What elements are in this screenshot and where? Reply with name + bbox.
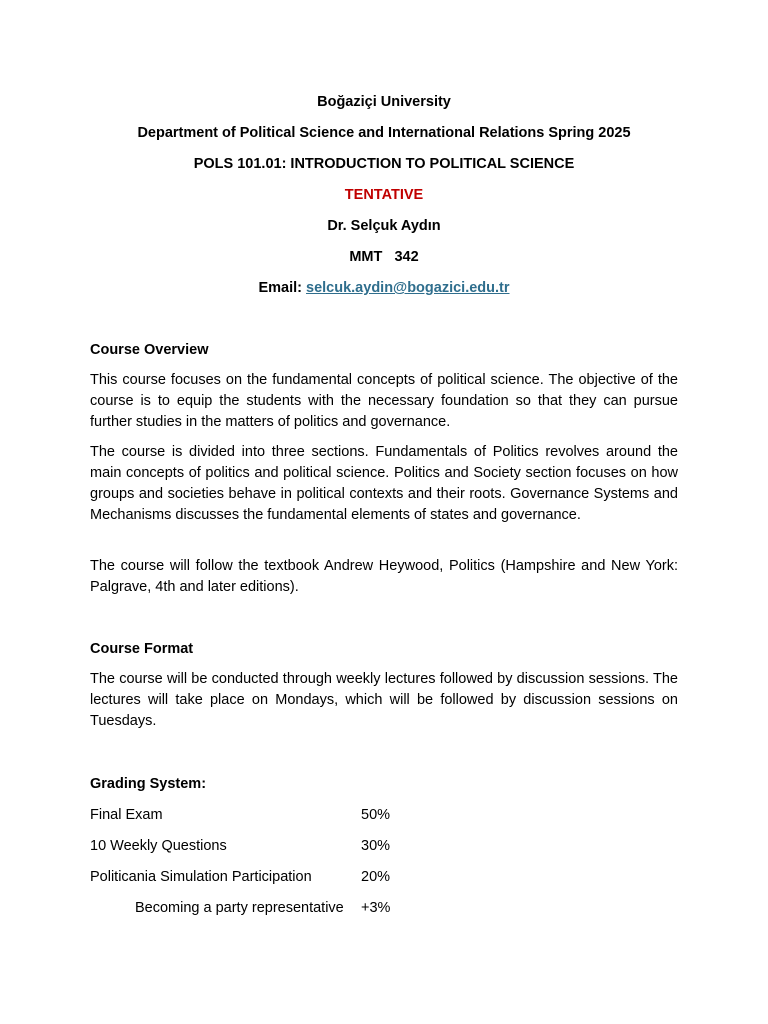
grade-item-label: Final Exam xyxy=(90,807,163,823)
grading-system-heading: Grading System: xyxy=(90,776,207,792)
grade-item-value: 30% xyxy=(361,838,391,854)
email-link[interactable]: selcuk.aydin@bogazici.edu.tr xyxy=(306,280,510,296)
overview-paragraph-3: The course will follow the textbook Andrew Heywood, Politics (Hampshire and New York: Palgrave, 4th and later editions). xyxy=(90,558,678,595)
grade-item-value: +3% xyxy=(361,900,391,916)
office-location: MMT 342 xyxy=(349,249,419,265)
tentative-label: TENTATIVE xyxy=(344,187,424,203)
university-name: Boğaziçi University xyxy=(317,94,451,110)
course-overview-heading: Course Overview xyxy=(90,342,209,358)
email-label: Email: xyxy=(258,280,302,296)
email-line xyxy=(0,279,768,297)
grade-item-label: 10 Weekly Questions xyxy=(90,838,227,854)
course-format-heading: Course Format xyxy=(90,641,194,657)
overview-paragraph-1: This course focuses on the fundamental concepts of political science. The objective of the course is to equip the students with the necessary foundation so that they can pursue further studies in the matters of politics and governance. xyxy=(90,372,678,430)
course-title: POLS 101.01: INTRODUCTION TO POLITICAL SCIENCE xyxy=(193,156,575,172)
grade-item-value: 50% xyxy=(361,807,391,823)
grade-item-label: Politicania Simulation Participation xyxy=(90,869,312,885)
format-paragraph: The course will be conducted through weekly lectures followed by discussion sessions. The lectures will take place on Mondays, which will be followed by discussion sessions on Tuesdays. xyxy=(90,671,678,729)
department-line: Department of Political Science and International Relations Spring 2025 xyxy=(137,125,631,141)
grade-item-label: Becoming a party representative xyxy=(135,900,344,916)
instructor-name: Dr. Selçuk Aydın xyxy=(327,218,441,234)
grade-item-value: 20% xyxy=(361,869,391,885)
overview-paragraph-2: The course is divided into three sections. Fundamentals of Politics revolves around the main concepts of politics and political science. Politics and Society section focuses on how groups and societies behave in political contexts and their roots. Governance Systems and Mechanisms discusses the fundamental elements of states and governance. xyxy=(90,444,678,523)
